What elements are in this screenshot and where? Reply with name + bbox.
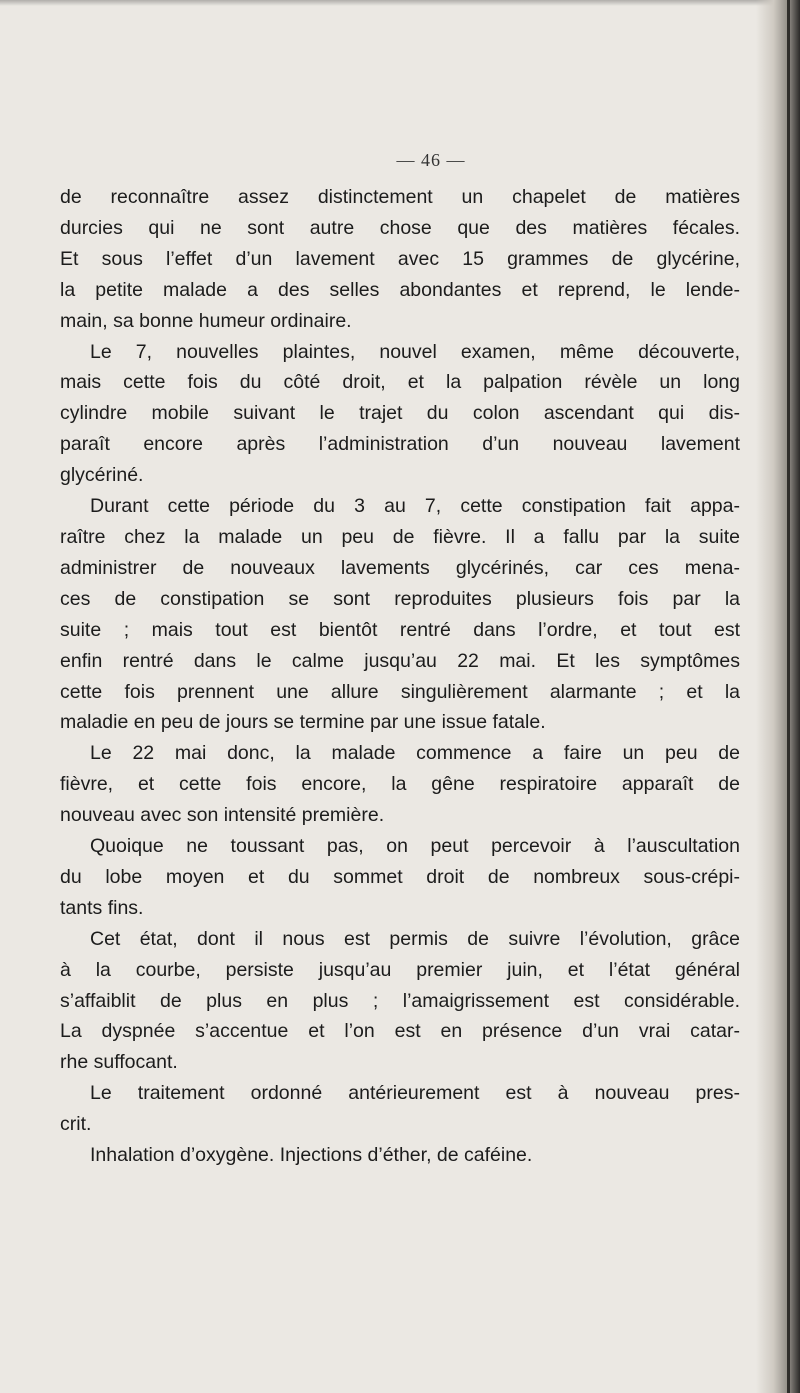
- text-line: de reconnaître assez distinctement un chapelet de matières: [60, 186, 740, 208]
- text-line: Durant cette période du 3 au 7, cette constipation fait appa-: [90, 495, 740, 518]
- body-text: [60, 182, 740, 1171]
- text-line: crit.: [60, 1113, 92, 1136]
- text-line: Le 22 mai donc, la malade commence a faire un peu de: [90, 742, 740, 765]
- text-line: Cet état, dont il nous est permis de suivre l’évolution, grâce: [90, 927, 740, 950]
- text-line: maladie en peu de jours se termine par une issue fatale.: [60, 711, 546, 734]
- text-line: paraît encore après l’administration d’un nouveau lavement: [60, 433, 740, 456]
- book-binding-line: [787, 0, 790, 1393]
- text-line: La dyspnée s’accentue et l’on est en présence d’un vrai catar-: [60, 1020, 740, 1043]
- text-line: Inhalation d’oxygène. Injections d’éther, de caféine.: [90, 1144, 533, 1167]
- text-line: fièvre, et cette fois encore, la gêne respiratoire apparaît de: [60, 773, 740, 796]
- text-line: raître chez la malade un peu de fièvre. Il a fallu par la suite: [60, 525, 740, 548]
- text-line: cylindre mobile suivant le trajet du colon ascendant qui dis-: [60, 402, 740, 425]
- text-line: à la courbe, persiste jusqu’au premier juin, et l’état général: [60, 958, 740, 981]
- text-line: Le 7, nouvelles plaintes, nouvel examen, même découverte,: [90, 340, 740, 363]
- text-line: s’affaiblit de plus en plus ; l’amaigrissement est considérable.: [60, 989, 740, 1012]
- book-binding-edge: [756, 0, 800, 1393]
- text-line: Le traitement ordonné antérieurement est à nouveau pres-: [90, 1082, 740, 1105]
- text-line: mais cette fois du côté droit, et la palpation révèle un long: [60, 371, 740, 394]
- text-line: administrer de nouveaux lavements glycérinés, car ces mena-: [60, 556, 740, 579]
- text-line: enfin rentré dans le calme jusqu’au 22 mai. Et les symptômes: [60, 649, 740, 672]
- text-line: durcies qui ne sont autre chose que des matières fécales.: [60, 216, 740, 239]
- page-top-shadow: [0, 0, 800, 6]
- text-line: cette fois prennent une allure singulièrement alarmante ; et la: [60, 680, 740, 703]
- text-line: Et sous l’effet d’un lavement avec 15 grammes de glycérine,: [60, 247, 740, 270]
- page-number: — 46 —: [396, 150, 466, 170]
- text-line: nouveau avec son intensité première.: [60, 804, 385, 827]
- text-line: ces de constipation se sont reproduites plusieurs fois par la: [60, 587, 740, 610]
- text-line: la petite malade a des selles abondantes et reprend, le lende-: [60, 278, 740, 301]
- text-line: glycériné.: [60, 464, 144, 487]
- text-line: du lobe moyen et du sommet droit de nombreux sous-crépi-: [60, 865, 740, 888]
- text-line: suite ; mais tout est bientôt rentré dans l’ordre, et tout est: [60, 618, 740, 641]
- text-line: tants fins.: [60, 896, 144, 919]
- text-line: main, sa bonne humeur ordinaire.: [60, 309, 352, 332]
- text-line: rhe suffocant.: [60, 1051, 178, 1074]
- text-line: Quoique ne toussant pas, on peut percevoir à l’auscultation: [90, 835, 740, 858]
